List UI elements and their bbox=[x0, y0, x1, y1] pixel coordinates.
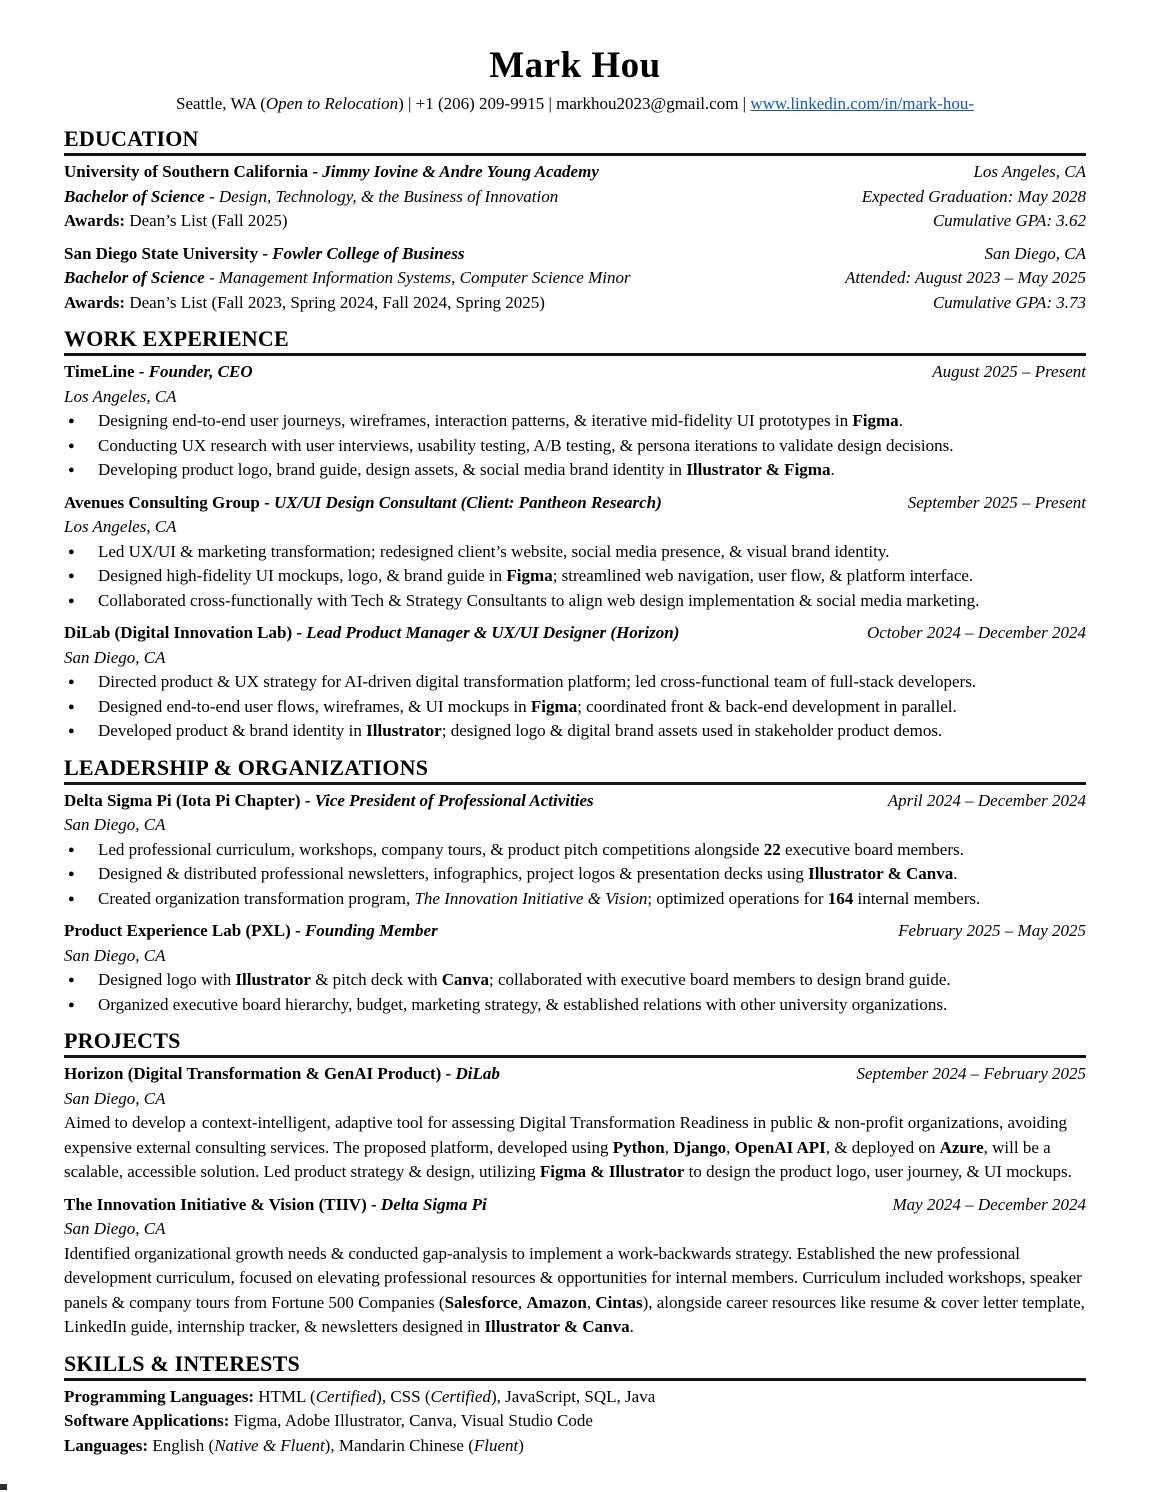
bullet-item bbox=[64, 589, 1086, 614]
bullet-item bbox=[64, 719, 1086, 744]
bullet-item bbox=[64, 564, 1086, 589]
project-entry bbox=[64, 1193, 1086, 1340]
school-title: San Diego State University - Fowler College of Business bbox=[64, 243, 465, 263]
skills-languages: Languages: English (Native & Fluent), Mandarin Chinese (Fluent) bbox=[64, 1435, 524, 1455]
section-skills bbox=[64, 1351, 1086, 1459]
bullet-text: Led professional curriculum, workshops, company tours, & product pitch competitions alongside 22 executive board members. bbox=[98, 839, 964, 859]
degree-line: Bachelor of Science - Management Information Systems, Computer Science Minor bbox=[64, 268, 631, 287]
job-dates: September 2025 – Present bbox=[907, 492, 1086, 512]
project-dates: September 2024 – February 2025 bbox=[856, 1064, 1086, 1083]
bullet-text: Developed product & brand identity in Illustrator; designed logo & digital brand assets used in stakeholder product demos. bbox=[98, 721, 943, 740]
bullet-item bbox=[64, 458, 1086, 483]
project-dates: May 2024 – December 2024 bbox=[892, 1194, 1086, 1214]
bullet-item bbox=[64, 862, 1086, 887]
role-location: San Diego, CA bbox=[64, 815, 166, 834]
section-heading-education: EDUCATION bbox=[64, 126, 1086, 156]
project-title: The Innovation Initiative & Vision (TIIV) - Delta Sigma Pi bbox=[64, 1194, 487, 1214]
project-entry bbox=[64, 1062, 1086, 1185]
bullet-item bbox=[64, 887, 1086, 912]
bullet-text: Developing product logo, brand guide, design assets, & social media brand identity in Illustrator & Figma. bbox=[98, 460, 835, 479]
resume-name: Mark Hou bbox=[489, 45, 661, 86]
section-heading-leadership: LEADERSHIP & ORGANIZATIONS bbox=[64, 755, 1086, 785]
role-dates: April 2024 – December 2024 bbox=[887, 790, 1086, 810]
job-dates: October 2024 – December 2024 bbox=[866, 623, 1086, 642]
bullet-icon: ● bbox=[68, 998, 75, 1011]
bullet-text: Led UX/UI & marketing transformation; redesigned client’s website, social media presence, & visual brand identity. bbox=[98, 541, 890, 561]
attended-dates: Attended: August 2023 – May 2025 bbox=[845, 268, 1086, 287]
bullet-text: Created organization transformation program, The Innovation Initiative & Vision; optimized operations for 164 internal members. bbox=[98, 888, 981, 908]
section-heading-work-experience: WORK EXPERIENCE bbox=[64, 326, 1086, 356]
section-education bbox=[64, 126, 1086, 315]
bullet-icon: ● bbox=[68, 974, 75, 986]
bullet-icon: ● bbox=[68, 868, 75, 880]
linkedin-link[interactable]: www.linkedin.com/in/mark-hou- bbox=[750, 94, 974, 113]
bullet-text: Designed high-fidelity UI mockups, logo, & brand guide in Figma; streamlined web navigation, user flow, & platform interface. bbox=[98, 566, 974, 585]
job-dates: August 2025 – Present bbox=[932, 362, 1086, 381]
section-heading-projects: PROJECTS bbox=[64, 1028, 1086, 1058]
awards-line: Awards: Dean’s List (Fall 2025) bbox=[64, 211, 288, 230]
job-location: Los Angeles, CA bbox=[64, 386, 177, 406]
role-dates: February 2025 – May 2025 bbox=[898, 921, 1086, 940]
bullet-icon: ● bbox=[68, 439, 75, 452]
section-heading-skills: SKILLS & INTERESTS bbox=[64, 1351, 1086, 1381]
bullet-text: Designed logo with Illustrator & pitch deck with Canva; collaborated with executive board members to design brand guide. bbox=[98, 970, 951, 989]
bullet-text: Designed & distributed professional newsletters, infographics, project logos & presentation decks using Illustrator & Canva. bbox=[98, 864, 958, 883]
work-entry bbox=[64, 621, 1086, 744]
bullet-text: Designed end-to-end user flows, wireframes, & UI mockups in Figma; coordinated front & back-end development in parallel. bbox=[98, 696, 957, 716]
job-title: TimeLine - Founder, CEO bbox=[64, 362, 253, 381]
section-projects bbox=[64, 1028, 1086, 1340]
job-location: Los Angeles, CA bbox=[64, 517, 177, 536]
bullet-text: Collaborated cross-functionally with Tech & Strategy Consultants to align web design implementation & social media marketing. bbox=[98, 590, 980, 610]
bullet-icon: ● bbox=[68, 892, 75, 905]
school-location: San Diego, CA bbox=[984, 243, 1086, 263]
bullet-icon: ● bbox=[68, 725, 75, 737]
education-entry bbox=[64, 160, 1086, 234]
bullet-item bbox=[64, 409, 1086, 434]
project-description: Aimed to develop a context-intelligent, adaptive tool for assessing Digital Transformation Readiness in public & non-profit organizations, avoiding expensive external consulting services. The proposed platform, developed using Python, Django, OpenAI API, & deployed on Azure, will be a scalable, accessible solution. Led product strategy & design, utilizing Figma & Illustrator to design the product logo, user journey, & UI mockups. bbox=[64, 1113, 1072, 1181]
work-entry bbox=[64, 491, 1086, 614]
bullet-icon: ● bbox=[68, 464, 75, 476]
bullet-item bbox=[64, 540, 1086, 565]
leadership-entry bbox=[64, 919, 1086, 1017]
gpa-line: Cumulative GPA: 3.73 bbox=[932, 292, 1086, 312]
school-location: Los Angeles, CA bbox=[973, 162, 1086, 181]
skills-software-applications: Software Applications: Figma, Adobe Illustrator, Canva, Visual Studio Code bbox=[64, 1411, 593, 1430]
bullet-item bbox=[64, 434, 1086, 459]
bullet-item bbox=[64, 993, 1086, 1018]
job-location: San Diego, CA bbox=[64, 647, 166, 667]
bullet-text: Directed product & UX strategy for AI-driven digital transformation platform; led cross-functional team of full-stack developers. bbox=[98, 672, 977, 691]
bullet-icon: ● bbox=[68, 570, 75, 582]
school-title: University of Southern California - Jimmy Iovine & Andre Young Academy bbox=[64, 162, 599, 181]
leadership-entry bbox=[64, 789, 1086, 912]
section-work-experience bbox=[64, 326, 1086, 744]
bullet-item bbox=[64, 968, 1086, 993]
role-location: San Diego, CA bbox=[64, 945, 166, 965]
awards-line: Awards: Dean’s List (Fall 2023, Spring 2024, Fall 2024, Spring 2025) bbox=[64, 292, 545, 312]
bullet-icon: ● bbox=[68, 415, 75, 427]
skills-programming-languages: Programming Languages: HTML (Certified), CSS (Certified), JavaScript, SQL, Java bbox=[64, 1386, 656, 1406]
project-description: Identified organizational growth needs & conducted gap-analysis to implement a work-backwards strategy. Established the new professional development curriculum, focused on elevating professional resources & opportunities for internal members. Curriculum included workshops, speaker panels & company tours from Fortune 500 Companies (Salesforce, Amazon, Cintas), alongside career resources like resume & cover letter template, LinkedIn guide, internship tracker, & newsletters designed in Illustrator & Canva. bbox=[64, 1243, 1085, 1336]
bullet-text: Designing end-to-end user journeys, wireframes, interaction patterns, & iterative mid-fidelity UI prototypes in Figma. bbox=[98, 411, 903, 430]
bullet-icon: ● bbox=[68, 676, 75, 688]
job-title: Avenues Consulting Group - UX/UI Design Consultant (Client: Pantheon Research) bbox=[64, 492, 662, 512]
bullet-text: Conducting UX research with user interviews, usability testing, A/B testing, & persona iterations to validate design decisions. bbox=[98, 435, 954, 455]
gpa-line: Cumulative GPA: 3.62 bbox=[932, 211, 1086, 230]
contact-text: Seattle, WA (Open to Relocation) | +1 (206) 209-9915 | markhou2023@gmail.com | bbox=[176, 94, 751, 113]
role-title: Delta Sigma Pi (Iota Pi Chapter) - Vice President of Professional Activities bbox=[64, 790, 594, 810]
graduation-date: Expected Graduation: May 2028 bbox=[861, 186, 1086, 206]
degree-line: Bachelor of Science - Design, Technology, & the Business of Innovation bbox=[64, 186, 559, 206]
bullet-item bbox=[64, 670, 1086, 695]
section-leadership bbox=[64, 755, 1086, 1018]
project-title: Horizon (Digital Transformation & GenAI Product) - DiLab bbox=[64, 1064, 500, 1083]
bullet-icon: ● bbox=[68, 545, 75, 558]
bullet-text: Organized executive board hierarchy, budget, marketing strategy, & established relations with other university organizations. bbox=[98, 994, 948, 1014]
bullet-icon: ● bbox=[68, 843, 75, 856]
bullet-icon: ● bbox=[68, 700, 75, 713]
education-entry bbox=[64, 242, 1086, 316]
bullet-icon: ● bbox=[68, 594, 75, 607]
project-location: San Diego, CA bbox=[64, 1219, 166, 1238]
contact-line bbox=[64, 93, 1086, 115]
page-corner-artifact bbox=[0, 1484, 7, 1490]
bullet-item bbox=[64, 838, 1086, 863]
job-title: DiLab (Digital Innovation Lab) - Lead Product Manager & UX/UI Designer (Horizon) bbox=[64, 623, 680, 642]
project-location: San Diego, CA bbox=[64, 1088, 166, 1108]
bullet-item bbox=[64, 695, 1086, 720]
role-title: Product Experience Lab (PXL) - Founding Member bbox=[64, 921, 438, 940]
work-entry bbox=[64, 360, 1086, 483]
